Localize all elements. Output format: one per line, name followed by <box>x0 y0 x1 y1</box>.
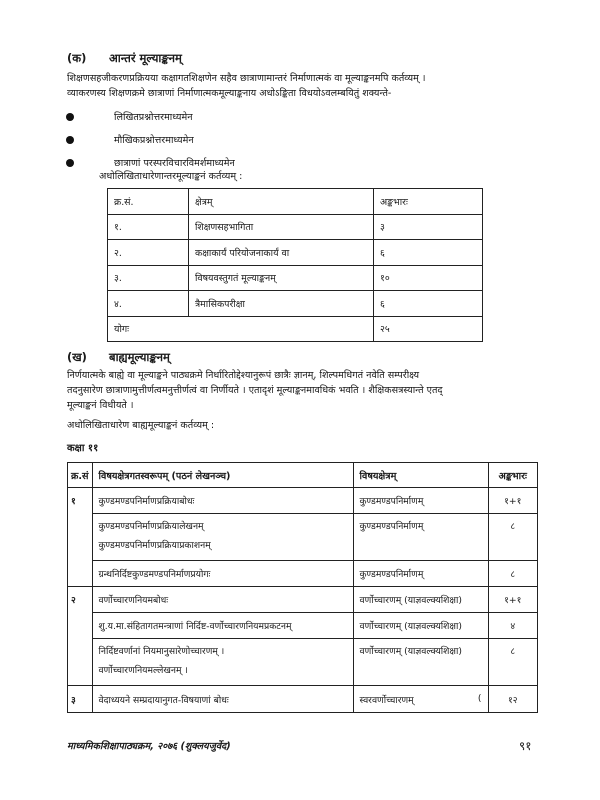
bullet-icon <box>66 113 74 121</box>
bullet-icon <box>66 136 74 144</box>
group-number: ३ <box>68 686 93 713</box>
section-b-heading <box>67 350 170 365</box>
group-number: १ <box>68 488 93 587</box>
section-b-paragraph <box>67 368 537 413</box>
table-row: ३. विषयवस्तुगतं मूल्याङ्कनम् १० <box>108 265 483 291</box>
bullet-item: मौखिकप्रश्नोत्तरमाध्यमेन <box>66 133 194 146</box>
table-row: कुण्डमण्डपनिर्माणप्रक्रियालेखनम् कुण्डमण्डपनिर्माणप्रक्रियाप्रकाशनम् कुण्डमण्डपनिर्माणम् ८ <box>68 514 538 561</box>
section-b-title: बाह्यमूल्याङ्कनम् <box>109 350 170 364</box>
bullet-item: लिखितप्रश्नोत्तरमाध्यमेन <box>66 110 193 123</box>
total-label: योगः <box>108 316 374 342</box>
header-cell: अङ्कभारः <box>374 189 483 215</box>
table1-intro: अधोलिखिताधारेणान्तरमूल्याङ्कनं कर्तव्यम् : <box>99 171 243 182</box>
header-cell: अङ्कभारः <box>488 463 538 488</box>
table-row: ३ वेदाध्ययने सम्प्रदायानुगत-विषयाणां बोधः स्वरवर्णोच्चारणम् ( १२ <box>68 686 538 713</box>
header-cell: क्षेत्रम् <box>189 189 374 215</box>
bullet-item: छात्राणां परस्परविचारविमर्शमाध्यमेन <box>66 156 235 169</box>
page-number: ९१ <box>519 739 532 753</box>
table-row: ४. त्रैमासिकपरीक्षा ६ <box>108 291 483 317</box>
table-row: शु.य.मा.संहितागतमन्त्राणां निर्दिष्ट-वर्णोच्चारणनियमप्रकटनम् वर्णोच्चारणम् (याज्ञवल्क्यशिक्षा) ४ <box>68 613 538 639</box>
internal-assessment-table <box>107 188 483 342</box>
section-a-marker: (क) <box>67 51 87 65</box>
paragraph-line: व्याकरणस्य शिक्षणक्रमे छात्राणां निर्माणात्मकमूल्याङ्कनाय अधोऽङ्किता विधयोऽवलम्बयितुं शक्यन्ते- <box>67 88 392 99</box>
group-number: २ <box>68 587 93 686</box>
table-row: २. कक्षाकार्यं परियोजनाकार्यं वा ६ <box>108 240 483 266</box>
header-cell: क्र.सं. <box>108 189 189 215</box>
header-cell: विषयक्षेत्रगतस्वरूपम् (पठनं लेखनञ्च) <box>92 463 353 488</box>
paragraph-line: मूल्याङ्कनं विधीयते । <box>67 400 134 411</box>
table-header-row <box>108 189 483 215</box>
page-footer: माध्यमिकशिक्षापाठ्यक्रम, २०७६ (शुक्लयजुर्वेद) <box>67 741 231 752</box>
section-a-title: आन्तरं मूल्याङ्कनम् <box>109 51 182 65</box>
class-label: कक्षा ११ <box>67 443 99 454</box>
header-cell: विषयक्षेत्रम् <box>353 463 488 488</box>
table-row: ग्रन्थनिर्दिष्टकुण्डमण्डपनिर्माणप्रयोगः कुण्डमण्डपनिर्माणम् ८ <box>68 561 538 587</box>
paragraph-line: शिक्षणसहजीकरणप्रक्रियया कक्षागतशिक्षणेन सहैव छात्राणामान्तरं निर्माणात्मकं वा मूल्याङ्कनमपि कर्तव्यम् । <box>67 73 426 84</box>
paragraph-line: तदनुसारेण छात्राणामुत्तीर्णत्वमनुत्तीर्णत्वं वा निर्णीयते । एतादृशं मूल्याङ्कनमावधिकं भवति । शैक्षिकसत्रस्यान्ते एतद् <box>67 385 443 396</box>
header-cell: क्र.सं <box>68 463 93 488</box>
table-header-row <box>68 463 538 488</box>
total-value: २५ <box>374 316 483 342</box>
table-row: निर्दिष्टवर्णानां नियमानुसारेणोच्चारणम् । वर्णोच्चारणनियमल्लेखनम् । वर्णोच्चारणम् (याज्ञवल्क्यशिक्षा) ८ <box>68 639 538 686</box>
bullet-icon <box>66 159 74 167</box>
table-row: १. शिक्षणसहभागिता ३ <box>108 214 483 240</box>
section-a-paragraph <box>67 71 537 101</box>
paragraph-line: निर्णयात्मके बाह्ये वा मूल्याङ्कने पाठ्यक्रमे निर्धारितोद्देश्यानुरूपं छात्रैः ज्ञानम्, शिल्पमधिगतं नवेति सम्परीक्ष्य <box>67 370 420 381</box>
table-row: २ वर्णोच्चारणनियमबोधः वर्णोच्चारणम् (याज्ञवल्क्यशिक्षा) १+१ <box>68 587 538 613</box>
table2-intro: अधोलिखिताधारेण बाह्यमूल्याङ्कनं कर्तव्यम् : <box>67 420 215 431</box>
external-assessment-table <box>67 462 538 713</box>
section-a-heading <box>67 51 182 66</box>
table-total-row <box>108 316 483 342</box>
table-row: १ कुण्डमण्डपनिर्माणप्रक्रियाबोधः कुण्डमण्डपनिर्माणम् १+१ <box>68 488 538 514</box>
section-b-marker: (ख) <box>67 350 87 364</box>
